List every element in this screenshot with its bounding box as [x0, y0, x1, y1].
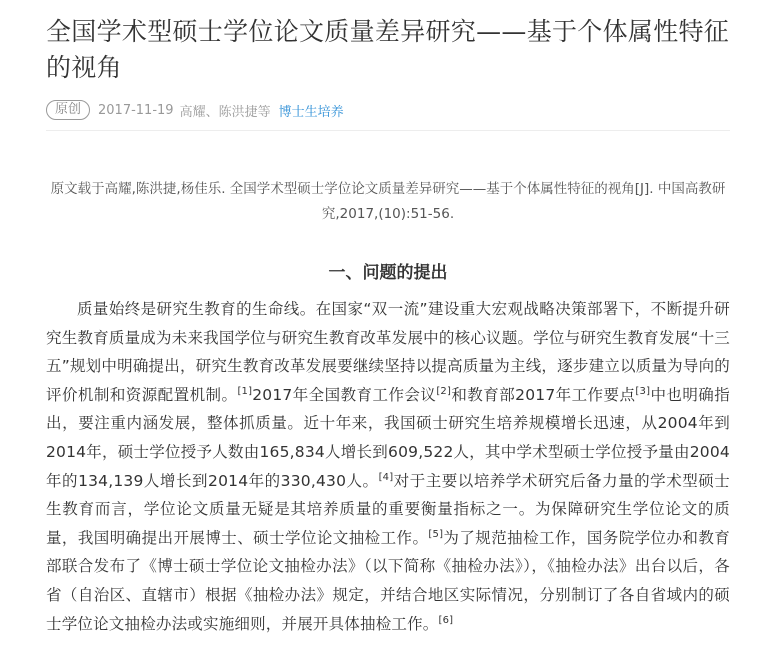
- source-text: 高耀,陈洪捷,杨佳乐. 全国学术型硕士学位论文质量差异研究——基于个体属性特征的视角[J]. 中国高教研究,2017,(10):51-56.: [104, 181, 726, 222]
- authors: 高耀、陈洪捷等: [179, 104, 271, 120]
- reference-marker[interactable]: [5]: [428, 528, 444, 540]
- article-title: 全国学术型硕士学位论文质量差异研究——基于个体属性特征的视角: [46, 17, 730, 82]
- reference-marker[interactable]: [1]: [237, 385, 253, 397]
- reference-marker[interactable]: [4]: [378, 471, 394, 483]
- paragraph-segment: 和教育部2017年工作要点: [451, 385, 636, 404]
- paragraph-segment: 中也明确指出，要注重内涵发展，整体抓质量。近十年来，我国硕士研究生培养规模增长迅速，从2004年到2014年，硕士学位授予人数由165,834人增长到609,522人，其中学术型硕士学位授予量由2004年的134,139人增长到2014年的330,430人。: [46, 385, 730, 490]
- reference-marker[interactable]: [3]: [635, 385, 651, 397]
- original-badge: 原创: [46, 100, 90, 120]
- publish-date: 2017-11-19: [98, 102, 174, 118]
- reference-marker[interactable]: [2]: [436, 385, 452, 397]
- paragraph-segment: 对于主要以培养学术研究后备力量的学术型硕士生教育而言，学位论文质量无疑是其培养质量的重要衡量指标之一。为保障研究生学位论文的质量，我国明确提出开展博士、硕士学位论文抽检工作。: [46, 471, 730, 547]
- reference-marker[interactable]: [6]: [438, 614, 454, 626]
- paragraph-segment: 2017年全国教育工作会议: [252, 385, 437, 404]
- section-heading: 一、问题的提出: [328, 263, 448, 283]
- paragraph-segment: 质量始终是研究生教育的生命线。在国家“双一流”建设重大宏观战略决策部署下，不断提升研究生教育质量成为未来我国学位与研究生教育改革发展中的核心议题。学位与研究生教育发展“十三五”规划中明确提出，研究生教育改革发展要继续坚持以提高质量为主线，逐步建立以质量为导向的评价机制和资源配置机制。: [46, 300, 730, 404]
- body-paragraph: [46, 295, 730, 638]
- source-citation: [46, 177, 730, 227]
- article-meta: [46, 100, 730, 131]
- source-label: 原文载于: [50, 181, 105, 197]
- column-link[interactable]: 博士生培养: [278, 104, 344, 120]
- paragraph-segment: 为了规范抽检工作，国务院学位办和教育部联合发布了《博士硕士学位论文抽检办法》（以下简称《抽检办法》），《抽检办法》出台以后，各省（自治区、直辖市）根据《抽检办法》规定，并结合地区实际情况，分别制订了各自省域内的硕士学位论文抽检办法或实施细则，并展开具体抽检工作。: [46, 528, 730, 633]
